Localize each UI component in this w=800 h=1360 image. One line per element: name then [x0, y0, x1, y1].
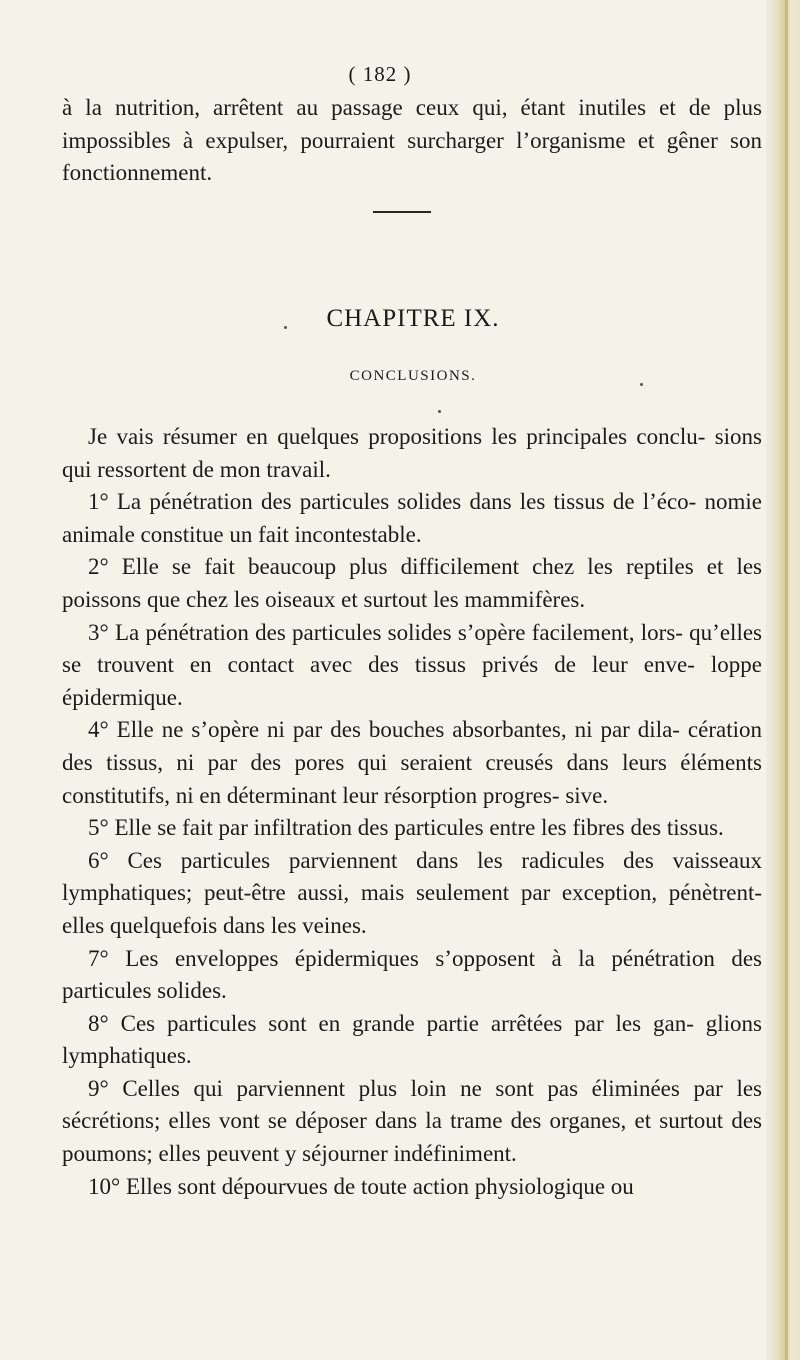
intro-paragraph: Je vais résumer en quelques propositions les principales conclu- sions qui ressortent de mon travail.	[62, 424, 762, 482]
continuation-paragraph	[62, 92, 762, 190]
conclusion-item: 8° Ces particules sont en grande partie arrêtées par les gan- glions lymphatiques.	[62, 1010, 762, 1069]
conclusion-item: 6° Ces particules parviennent dans les radicules des vaisseaux lymphatiques; peut-être aussi, mais seulement par exception, pénètrent-elles quelquefois dans les veines.	[62, 847, 762, 938]
page-edge-shadow	[785, 0, 788, 1360]
page-number: ( 182 )	[348, 62, 412, 86]
conclusion-item: 4° Elle ne s’opère ni par des bouches absorbantes, ni par dila- cération des tissus, ni par des pores qui seraient creusés dans leurs éléments constitutifs, ni en déterminant leur résorption progres- sive.	[62, 717, 762, 808]
conclusion-item: 10° Elles sont dépourvues de toute action physiologique ou	[88, 1173, 634, 1199]
conclusion-item: 3° La pénétration des particules solides s’opère facilement, lors- qu’elles se trouvent en contact avec des tissus privés de leur enve- loppe épidermique.	[62, 619, 762, 710]
conclusion-item: 5° Elle se fait par infiltration des particules entre les fibres des tissus.	[88, 815, 724, 841]
conclusion-item: 7° Les enveloppes épidermiques s’opposent à la pénétration des particules solides.	[62, 945, 762, 1004]
page-edge	[766, 0, 800, 1360]
chapter-title: CHAPITRE IX.	[326, 305, 500, 332]
section-divider	[373, 211, 431, 213]
conclusion-item: 1° La pénétration des particules solides dans les tissus de l’éco- nomie animale constitue un fait incontestable.	[62, 489, 762, 547]
ink-speck	[640, 383, 643, 386]
ink-speck	[438, 410, 441, 413]
conclusion-item: 2° Elle se fait beaucoup plus difficilement chez les reptiles et les poissons que chez les oiseaux et surtout les mammifères.	[62, 554, 762, 612]
continuation-text: à la nutrition, arrêtent au passage ceux qui, étant inutiles et de plus impossibles à expulser, pourraient surcharger l’organisme et gêner son fonctionnement.	[62, 95, 762, 186]
conclusion-item: 9° Celles qui parviennent plus loin ne sont pas éliminées par les sécrétions; elles vont se déposer dans la trame des organes, et surtout des poumons; elles peuvent y séjourner indéfiniment.	[62, 1075, 762, 1167]
conclusions-section	[62, 421, 762, 1203]
chapter-subtitle: CONCLUSIONS.	[349, 368, 477, 384]
ink-speck	[284, 326, 287, 329]
